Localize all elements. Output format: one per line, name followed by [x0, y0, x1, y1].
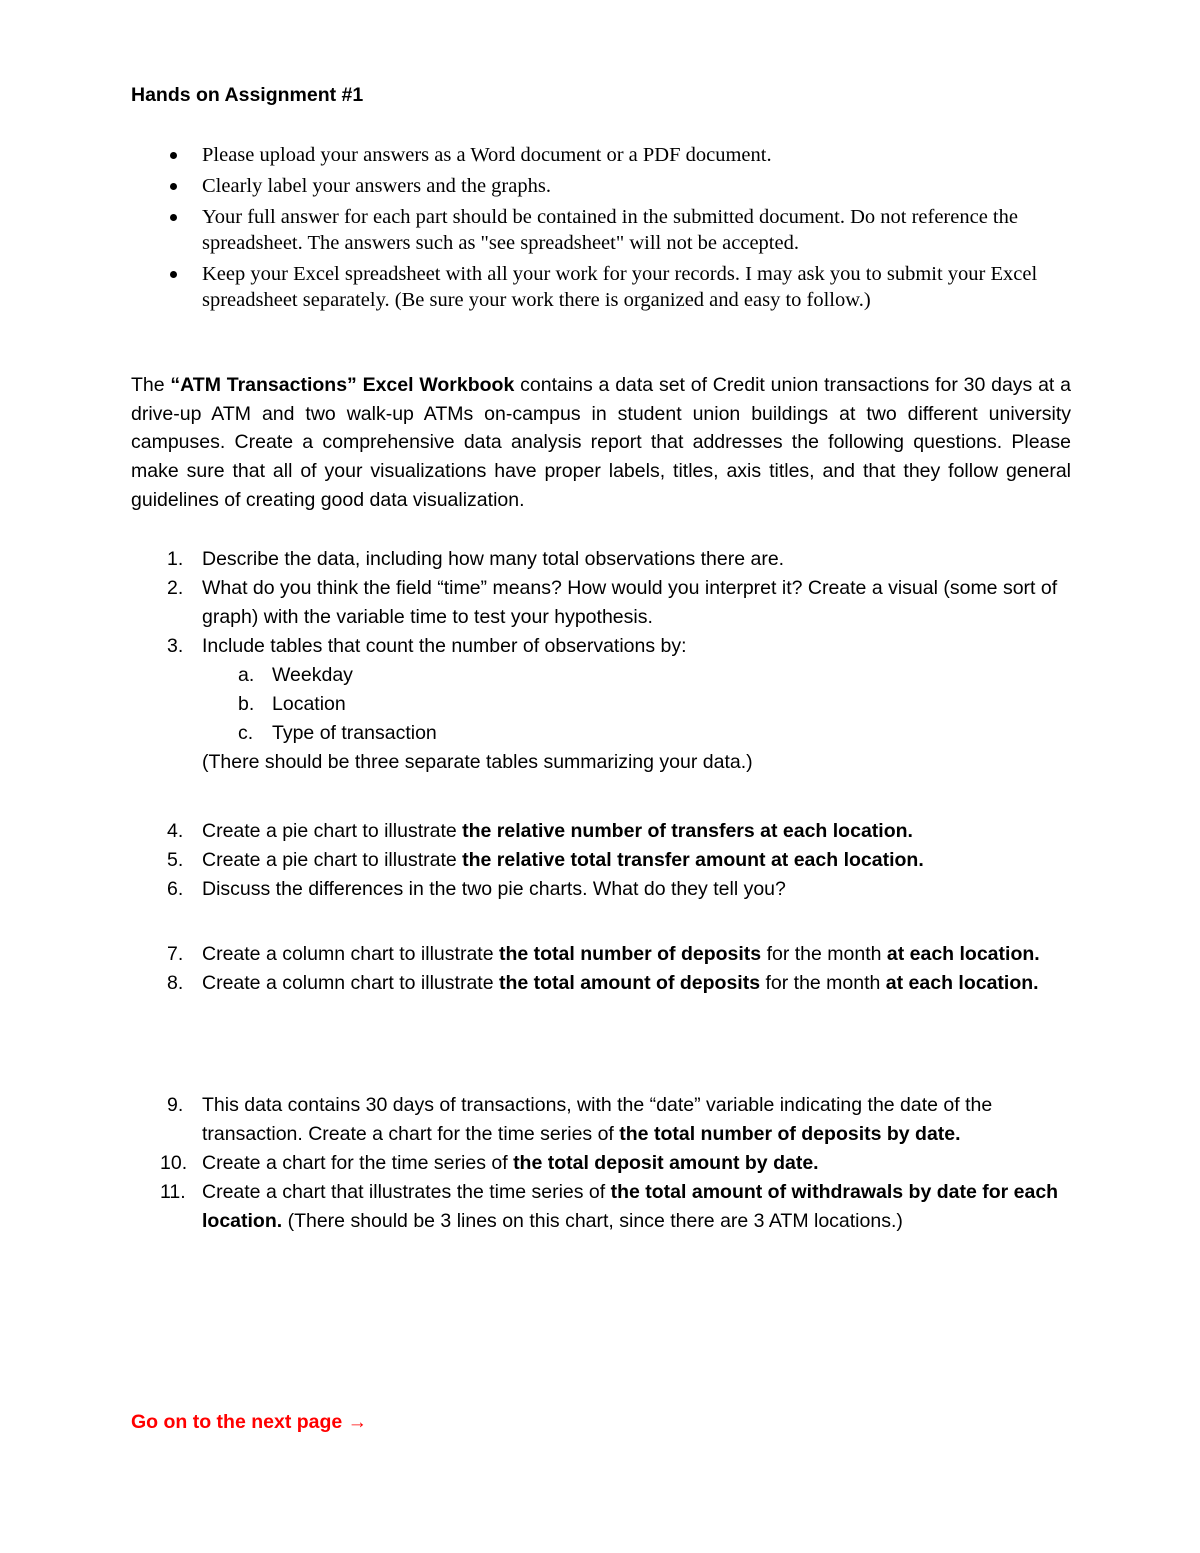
- question-7: 7. Create a column chart to illustrate the total number of deposits for the month at each location.: [167, 943, 1040, 965]
- question-2: 2. What do you think the field “time” means? How would you interpret it? Create a visual (some sort of graph) with the variable time to test your hypothesis.: [167, 577, 1058, 628]
- questions-list-1: [131, 545, 1076, 777]
- question-11: 11. Create a chart that illustrates the time series of the total amount of withdrawals by date for each location. (There should be 3 lines on this chart, since there are 3 ATM locations.): [160, 1181, 1059, 1232]
- page-title: Hands on Assignment #1: [131, 84, 364, 106]
- question-10: 10. Create a chart for the time series of the total deposit amount by date.: [160, 1152, 819, 1174]
- questions-list-2: [131, 817, 1076, 904]
- bullet-icon: [170, 183, 177, 190]
- instruction-item: Clearly label your answers and the graphs.: [165, 173, 1070, 199]
- questions-list-3: [131, 940, 1076, 998]
- question-8: 8. Create a column chart to illustrate the total amount of deposits for the month at each location.: [167, 972, 1039, 994]
- question-5: 5. Create a pie chart to illustrate the relative total transfer amount at each location.: [167, 849, 924, 871]
- question-9: 9. This data contains 30 days of transactions, with the “date” variable indicating the date of the transaction. Create a chart for the time series of the total number of deposits by date.: [167, 1094, 993, 1145]
- question-3-sub-a: a. Weekday: [238, 664, 353, 686]
- questions-list-4: [131, 1091, 1076, 1236]
- bullet-icon: [170, 214, 177, 221]
- question-4: 4. Create a pie chart to illustrate the relative number of transfers at each location.: [167, 820, 913, 842]
- question-3-note: (There should be three separate tables summarizing your data.): [202, 751, 753, 773]
- question-1: 1. Describe the data, including how many total observations there are.: [167, 548, 785, 570]
- instruction-item: Please upload your answers as a Word document or a PDF document.: [165, 142, 1070, 168]
- question-3-sub-c: c. Type of transaction: [238, 722, 437, 744]
- instruction-item: Keep your Excel spreadsheet with all your work for your records. I may ask you to submit your Excel spreadsheet separately. (Be sure your work there is organized and easy to follow.): [165, 261, 1070, 313]
- instruction-item: Your full answer for each part should be contained in the submitted document. Do not reference the spreadsheet. The answers such as "see spreadsheet" will not be accepted.: [165, 204, 1070, 256]
- instructions-list: [165, 142, 1070, 318]
- bullet-icon: [170, 152, 177, 159]
- question-6: 6. Discuss the differences in the two pie charts. What do they tell you?: [167, 878, 786, 900]
- intro-paragraph: The “ATM Transactions” Excel Workbook contains a data set of Credit union transactions for 30 days at a drive-up ATM and two walk-up ATMs on-campus in student union buildings at two different university campuses. Create a comprehensive data analysis report that addresses the following questions. Please make sure that all of your visualizations have proper labels, titles, axis titles, and that they follow general guidelines of creating good data visualization.: [131, 374, 1071, 511]
- question-3: 3. Include tables that count the number of observations by:: [167, 635, 687, 657]
- bullet-icon: [170, 271, 177, 278]
- question-3-sub-b: b. Location: [238, 693, 346, 715]
- next-page-note: Go on to the next page →: [131, 1411, 368, 1433]
